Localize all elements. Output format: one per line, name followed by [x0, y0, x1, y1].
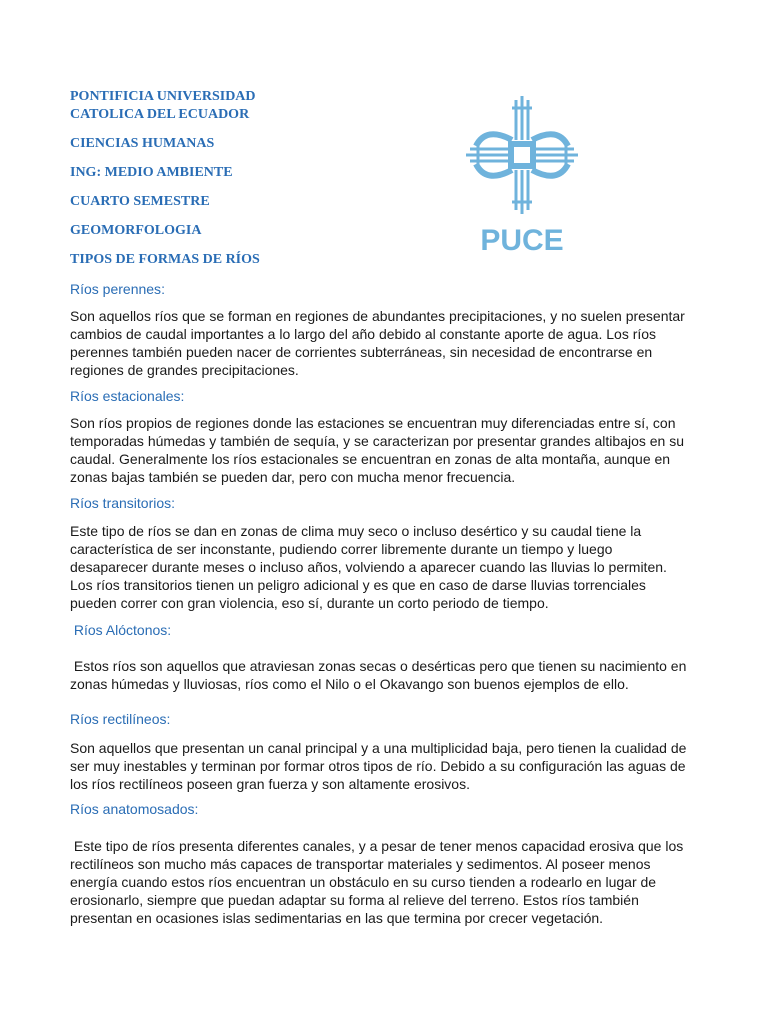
paragraph-line: los ríos rectilíneos poseen gran fuerza y son altamente erosivos. [70, 776, 470, 792]
section-heading-text: Ríos rectilíneos [70, 711, 167, 727]
section-paragraph-perennes [70, 307, 710, 379]
document-topic: TIPOS DE FORMAS DE RÍOS [70, 252, 260, 267]
heading-colon: : [171, 495, 176, 511]
paragraph-line: temporadas húmedas y también de sequía, y se caracterizan por presentar grandes altibajos en su [70, 433, 685, 449]
paragraph-line: Los ríos transitorios tienen un peligro adicional y es que en caso de darse lluvias torrenciales [70, 577, 646, 593]
section-paragraph-transitorios [70, 522, 710, 612]
heading-colon: : [161, 281, 165, 297]
section-heading-transitorios [70, 494, 175, 512]
paragraph-line: Estos ríos son aquellos que atraviesan zonas secas o desérticas pero que tienen su nacimiento en [70, 658, 687, 674]
section-heading-text: Ríos Alóctonos [70, 622, 168, 638]
paragraph-line: regiones de grandes precipitaciones. [70, 362, 299, 378]
paragraph-line: pueden correr con gran violencia, eso sí, durante un corto periodo de tiempo. [70, 595, 549, 611]
section-heading-aloctonos [70, 621, 171, 639]
university-name-line1: PONTIFICIA UNIVERSIDAD [70, 89, 256, 104]
section-heading-perennes [70, 280, 165, 298]
section-paragraph-rectilineos [70, 739, 710, 793]
program-name: ING: MEDIO AMBIENTE [70, 165, 233, 180]
paragraph-line: Son aquellos ríos que se forman en regiones de abundantes precipitaciones, y no suelen presentar [70, 308, 685, 324]
paragraph-line: Este tipo de ríos presenta diferentes canales, y a pesar de tener menos capacidad erosiva que los [70, 838, 684, 854]
puce-cross-emblem-icon [466, 96, 578, 214]
paragraph-line: perennes también pueden nacer de corrientes subterráneas, sin necesidad de encontrarse en [70, 344, 653, 360]
paragraph-line: desaparecer durante meses o incluso años, volviendo a aparecer cuando las lluvias lo permiten. [70, 559, 667, 575]
heading-colon: : [194, 801, 199, 817]
paragraph-line: cambios de caudal importantes a lo largo del año debido al constante aporte de agua. Los ríos [70, 326, 657, 342]
heading-colon: : [167, 622, 172, 638]
section-heading-estacionales [70, 387, 184, 405]
section-heading-text: Ríos anatomosados [70, 801, 195, 817]
section-heading-text: Ríos perennes [70, 281, 162, 297]
section-heading-anatomosados [70, 800, 198, 818]
paragraph-line: Son ríos propios de regiones donde las estaciones se encuentran muy diferenciadas entre sí, con [70, 415, 676, 431]
section-paragraph-estacionales [70, 414, 710, 486]
paragraph-line: rectilíneos son mucho más capaces de transportar materiales y sedimentos. Al poseer menos [70, 856, 651, 872]
semester-label: CUARTO SEMESTRE [70, 194, 210, 209]
paragraph-line: Son aquellos que presentan un canal principal y a una multiplicidad baja, pero tienen la cualidad de [70, 740, 687, 756]
paragraph-line: presentan en ocasiones islas sedimentarias en las que termina por crecer vegetación. [70, 910, 604, 926]
paragraph-line: Este tipo de ríos se dan en zonas de clima muy seco o incluso desértico y su caudal tiene la [70, 523, 642, 539]
section-heading-rectilineos [70, 710, 170, 728]
section-heading-text: Ríos transitorios [70, 495, 172, 511]
paragraph-line: energía cuando estos ríos encuentran un obstáculo en su curso tienden a rodearlo en lugar de [70, 874, 657, 890]
puce-logo [466, 96, 578, 256]
paragraph-line: zonas bajas también se pueden dar, pero con mucha menor frecuencia. [70, 469, 516, 485]
paragraph-line: caudal. Generalmente los ríos estacionales se encuentran en zonas de alta montaña, aunque en [70, 451, 671, 467]
section-heading-text: Ríos estacionales [70, 388, 181, 404]
paragraph-line: característica de ser inconstante, pudiendo correr libremente durante un tiempo y luego [70, 541, 613, 557]
section-paragraph-aloctonos [70, 657, 710, 693]
subject-name: GEOMORFOLOGIA [70, 223, 202, 238]
paragraph-line: zonas húmedas y lluviosas, ríos como el Nilo o el Okavango son buenos ejemplos de ello. [70, 676, 629, 692]
paragraph-line: ser muy inestables y terminan por formar otros tipos de río. Debido a su configuración las aguas de [70, 758, 686, 774]
paragraph-line: erosionarlo, siempre que puedan adaptar su forma al relieve del terreno. Estos ríos también [70, 892, 639, 908]
section-paragraph-anatomosados [70, 837, 710, 927]
university-name-line2: CATOLICA DEL ECUADOR [70, 107, 250, 122]
puce-logo-text: PUCE [480, 224, 564, 256]
heading-colon: : [180, 388, 185, 404]
faculty-name: CIENCIAS HUMANAS [70, 136, 215, 151]
heading-colon: : [166, 711, 171, 727]
